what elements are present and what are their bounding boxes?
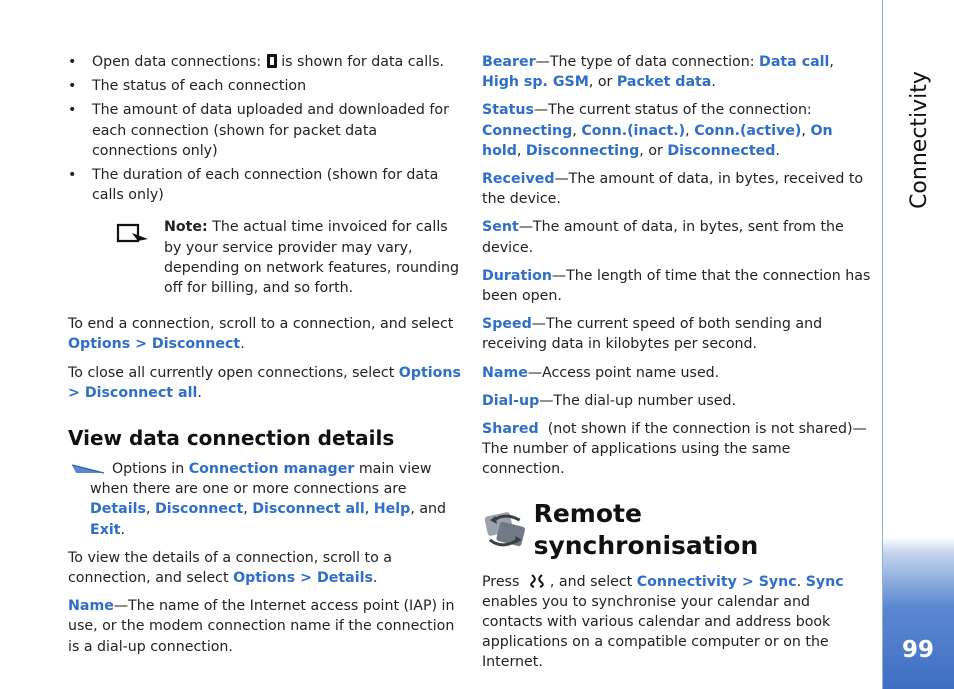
remote-sync-heading: Remote synchronisation [482,498,872,562]
note-block [68,217,462,298]
on-hold-label: On hold [482,122,833,159]
sent-definition: Sent—The amount of data, in bytes, sent from the device. [482,219,844,256]
sync-icon [482,510,528,550]
status-term: Status [482,102,534,119]
section-tab [900,50,940,230]
name-definition: Name—The name of the Internet access point (IAP) in use, or the modem connection name if the connection is a dial-up connection. [68,598,455,655]
conn-active-label: Conn.(active) [694,122,802,139]
connection-info-list [68,52,462,205]
tip-block: Options in Connection manager main view when there are one or more connections are Details, Disconnect, Disconnect all, Help, and Exit. [68,459,462,540]
status-definition: Status—The current status of the connection: Connecting, Conn.(inact.), Conn.(active), On hold, Disconnecting, or Disconnected. [482,102,833,159]
bearer-definition: Bearer—The type of data connection: Data call, High sp. GSM, or Packet data. [482,54,834,91]
list-item: • The amount of data uploaded and downloaded for each connection (shown for packet data connections only) [68,100,462,161]
options-disconnect-all-link[interactable]: Options > Disconnect all [68,364,461,401]
view-details-heading: View data connection details [68,426,395,451]
sidebar-divider [882,0,883,689]
help-link[interactable]: Help [373,501,411,518]
sync-link[interactable]: Sync [805,573,844,590]
connection-manager-link[interactable]: Connection manager [188,461,355,478]
disconnected-label: Disconnected [667,142,776,159]
received-term: Received [482,171,555,188]
dial-up-term: Dial-up [482,392,540,409]
duration-term: Duration [482,267,552,284]
dial-up-definition: Dial-up—The dial-up number used. [482,392,737,409]
options-disconnect-link[interactable]: Options > Disconnect [68,336,241,353]
left-column [68,52,462,665]
list-item: • The duration of each connection (shown for data calls only) [68,165,462,205]
disconnecting-label: Disconnecting [525,142,640,159]
sent-term: Sent [482,219,519,236]
exit-link[interactable]: Exit [90,521,121,538]
menu-key-icon [528,573,546,589]
note-label: Note: [164,219,208,236]
details-link[interactable]: Details [90,501,146,518]
shared-definition: Shared (not shown if the connection is not shared)—The number of applications using the same connection. [482,421,867,478]
disconnect-all-link[interactable]: Disconnect all [252,501,365,518]
right-column [482,52,872,681]
connectivity-sync-link[interactable]: Connectivity > Sync [636,573,797,590]
connecting-label: Connecting [482,122,573,139]
list-item: • Open data connections: is shown for data calls. [68,52,462,72]
speed-term: Speed [482,316,532,333]
page-number: 99 [901,637,934,663]
end-connection-paragraph: To end a connection, scroll to a connection, and select Options > Disconnect. [68,316,454,353]
data-call-link: Data call [759,54,830,70]
view-details-paragraph: To view the details of a connection, scroll to a connection, and select Options > Details. [68,549,393,587]
received-definition: Received—The amount of data, in bytes, received to the device. [482,171,864,208]
duration-definition: Duration—The length of time that the connection has been open. [482,267,871,305]
shared-term: Shared [482,421,539,438]
high-speed-gsm-link: High sp. GSM [482,74,589,91]
packet-data-link: Packet data [616,74,712,91]
speed-definition: Speed—The current speed of both sending and receiving data in kilobytes per second. [482,316,823,353]
list-item: • The status of each connection [68,76,462,96]
data-call-icon [267,54,277,68]
section-label: Connectivity [906,71,932,209]
conn-inactive-label: Conn.(inact.) [581,122,686,139]
bearer-term: Bearer [482,54,536,70]
page-sidebar [882,0,954,689]
access-point-name-definition: Name—Access point name used. [482,364,720,381]
close-all-paragraph: To close all currently open connections, select Options > Disconnect all. [68,364,461,401]
tip-icon [70,461,106,475]
note-icon [116,223,150,243]
options-details-link[interactable]: Options > Details [233,570,373,587]
disconnect-link[interactable]: Disconnect [154,501,244,518]
name-term: Name [68,598,114,615]
name-term-2: Name [482,364,528,381]
note-text: The actual time invoiced for calls by your service provider may vary, depending on network features, rounding off for billing, and so forth. [164,219,459,297]
sync-paragraph: Press , and select Connectivity > Sync. Sync enables you to synchronise your calendar and contacts with various calendar and address book applications on a compatible computer or on the Internet. [482,573,844,671]
